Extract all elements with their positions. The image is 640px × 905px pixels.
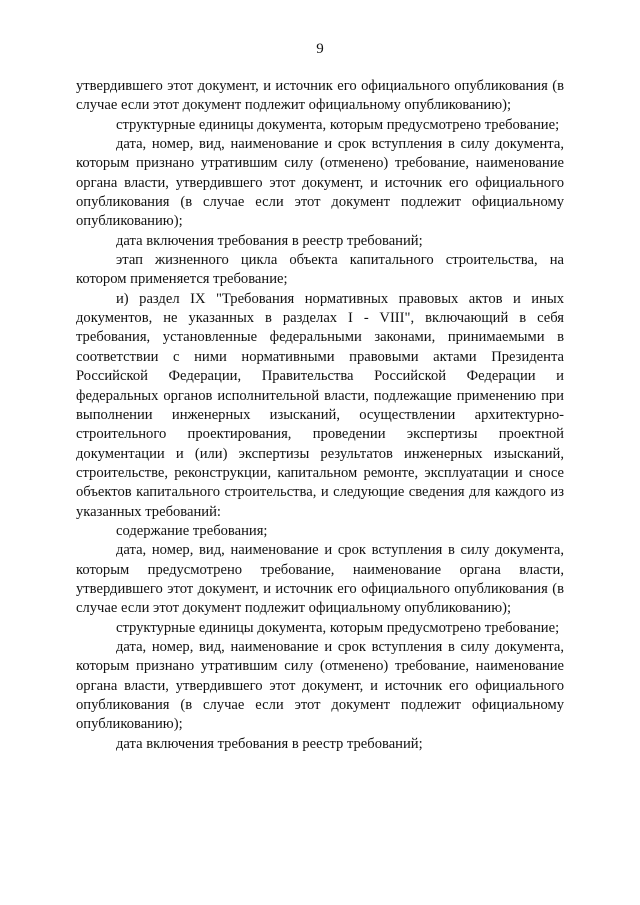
paragraph-continuation: утвердившего этот документ, и источник его официального опубликования (в случае если этот документ подлежит официальному опубликованию); [76,78,564,114]
paragraph-structural-units: структурные единицы документа, которым предусмотрено требование; [116,116,560,133]
paragraph-lifecycle-stage: этап жизненного цикла объекта капитального строительства, на котором применяется требование; [76,252,564,288]
paragraph-registry-date-2: дата включения требования в реестр требований; [116,735,423,752]
paragraph-registry-date: дата включения требования в реестр требований; [116,232,423,249]
paragraph-requirement-content: содержание требования; [116,522,268,539]
paragraph-section-ix: и) раздел IX "Требования нормативных правовых актов и иных документов, не указанных в разделах I - VIII", включающий в себя требования, установленные федеральными законами, принимаемыми в соответствии с ними нормативными правовыми актами Президента Российской Федерации, Правительства Российской Федерации и федеральных органов исполнительной власти, подлежащие применению при выполнении инженерных изысканий, осуществлении архитектурно-строительного проектирования, проведении экспертизы проектной документации и (или) экспертизы результатов инженерных изысканий, строительстве, реконструкции, капитальном ремонте, эксплуатации и сносе объектов капитального строительства, и следующие сведения для каждого из указанных требований: [76,290,564,520]
paragraph-source-document: дата, номер, вид, наименование и срок вступления в силу документа, которым предусмотрено требование, наименование органа власти, утвердившего этот документ, и источник его официального опубликования (в случае если этот документ подлежит официальному опубликованию); [76,542,564,617]
paragraph-repeal-document-2: дата, номер, вид, наименование и срок вступления в силу документа, которым признано утратившим силу (отменено) требование, наименование органа власти, утвердившего этот документ, и источник его официального опубликования (в случае если этот документ подлежит официальному опубликованию); [76,638,564,733]
paragraph-structural-units-2: структурные единицы документа, которым предусмотрено требование; [116,619,560,636]
paragraph-repeal-document: дата, номер, вид, наименование и срок вступления в силу документа, которым признано утратившим силу (отменено) требование, наименование органа власти, утвердившего этот документ, и источник его официального опубликования (в случае если этот документ подлежит официальному опубликованию); [76,136,564,230]
document-body [76,77,564,754]
page-number: 9 [316,41,324,57]
